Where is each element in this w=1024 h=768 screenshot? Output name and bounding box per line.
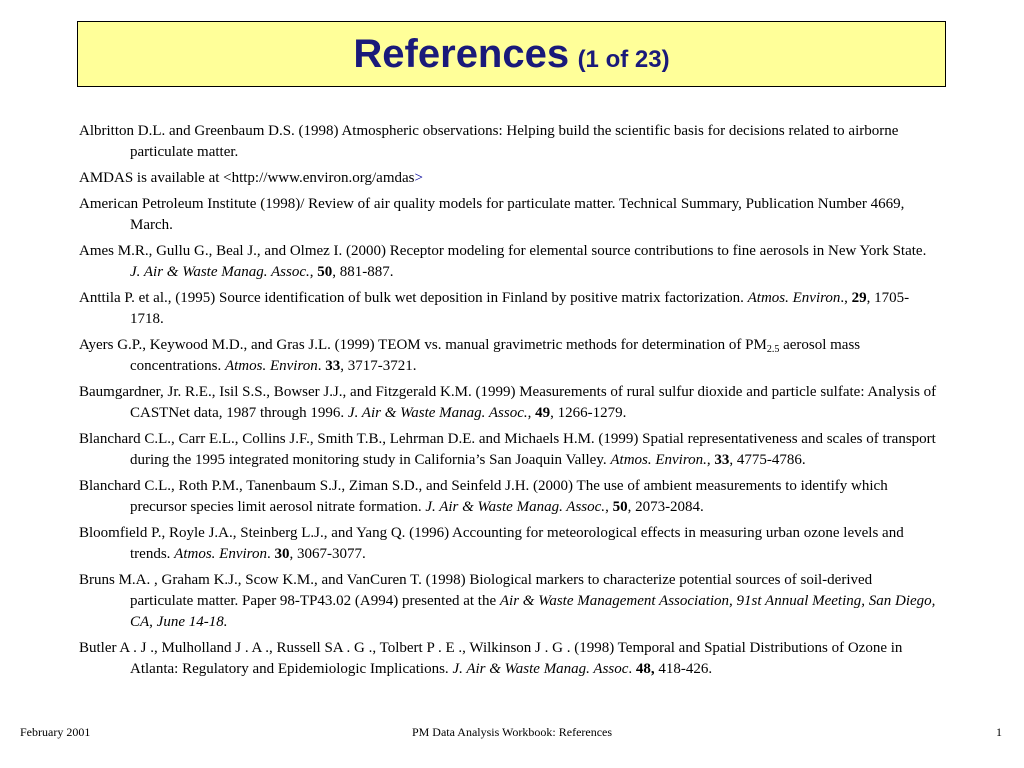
reference-text-segment: Blanchard C.L., Carr E.L., Collins J.F., Smith T.B., Lehrman D.E. and Michaels H.M. (1999) Spatial representativeness and scales of transport during the 1995 integrated monitoring study in California’s San Joaquin Valley. <box>79 431 936 468</box>
reference-text-segment: Albritton D.L. and Greenbaum D.S. (1998) Atmospheric observations: Helping build the scientific basis for decisions related to airborne particulate matter. <box>79 123 899 160</box>
reference-text-segment: , 3067-3077. <box>289 546 366 562</box>
reference-text-segment: Air & Waste Management Association, 91st Annual Meeting, San Diego, CA, June 14-18. <box>130 593 936 630</box>
reference-text-segment: , 1266-1279. <box>550 405 627 421</box>
reference-text-segment: 33 <box>714 452 730 468</box>
reference-text-segment: , 881-887. <box>332 264 394 280</box>
reference-text-segment: 33 <box>325 358 341 374</box>
reference-text-segment: Atmos. Environ. <box>610 452 707 468</box>
reference-text-segment: Bruns M.A. , Graham K.J., Scow K.M., and VanCuren T. (1998) Biological markers to characterize potential sources of soil-derived particulate matter. Paper 98-TP43.02 (A994) presented at the <box>79 572 873 609</box>
reference-text-segment: 2.5 <box>766 344 780 355</box>
reference-item-butler <box>79 638 939 680</box>
reference-text-segment: , <box>605 499 613 515</box>
reference-item-bloomfield <box>79 523 939 565</box>
reference-item-blanchard2000 <box>79 476 939 518</box>
reference-item-api <box>79 194 939 236</box>
footer-page-number: 1 <box>996 725 1002 739</box>
reference-text-segment: Anttila P. et al., (1995) Source identification of bulk wet deposition in Finland by positive matrix factorization. <box>79 290 748 306</box>
reference-item-albritton <box>79 121 939 163</box>
reference-text-segment: J. Air & Waste Manag. Assoc <box>452 661 629 677</box>
reference-item-blanchard1999 <box>79 429 939 471</box>
reference-text-segment: , <box>706 452 715 468</box>
reference-text-segment: 50 <box>612 499 628 515</box>
reference-text-segment: aerosol mass concentrations. <box>130 337 861 374</box>
footer-title: PM Data Analysis Workbook: References <box>411 725 613 739</box>
reference-text-segment: 418-426. <box>654 661 713 677</box>
reference-item-ayers <box>79 335 939 377</box>
reference-text-segment: , 4775-4786. <box>729 452 806 468</box>
reference-text-segment: Atmos. Environ <box>747 290 841 306</box>
reference-text-segment: . <box>266 546 275 562</box>
reference-text-segment: Atmos. Environ <box>224 358 318 374</box>
reference-text-segment: 29 <box>851 290 867 306</box>
reference-list <box>79 121 939 685</box>
reference-text-segment: AMDAS is available at <http://www.environ.org/amdas <box>79 170 415 186</box>
reference-text-segment: J. Air & Waste Manag. Assoc. <box>425 499 606 515</box>
reference-text-segment: , 1705-1718. <box>130 290 910 327</box>
reference-text-segment: 50 <box>317 264 333 280</box>
reference-text-segment: Bloomfield P., Royle J.A., Steinberg L.J., and Yang Q. (1996) Accounting for meteorological effects in measuring urban ozone levels and trends. <box>79 525 904 562</box>
reference-text-segment: Blanchard C.L., Roth P.M., Tanenbaum S.J., Ziman S.D., and Seinfeld J.H. (2000) The use of ambient measurements to identify which precursor species limit aerosol nitrate formation. <box>79 478 888 515</box>
title-main: References <box>353 32 570 76</box>
reference-text-segment: > <box>414 170 423 186</box>
reference-text-segment: J. Air & Waste Manag. Assoc. <box>130 264 310 280</box>
footer-date: February 2001 <box>20 725 91 739</box>
page-title <box>78 34 945 83</box>
reference-text-segment: J. Air & Waste Manag. Assoc. <box>347 405 528 421</box>
reference-text-segment: . <box>317 358 326 374</box>
reference-text-segment: . <box>628 661 636 677</box>
reference-text-segment: Ames M.R., Gullu G., Beal J., and Olmez I. (2000) Receptor modeling for elemental source contributions to fine aerosols in New York State. <box>79 243 927 259</box>
reference-item-ames <box>79 241 939 283</box>
reference-text-segment: 49 <box>535 405 551 421</box>
reference-item-bruns <box>79 570 939 633</box>
reference-text-segment: American Petroleum Institute (1998)/ Review of air quality models for particulate matter. Technical Summary, Publication Number 4669, March. <box>79 196 905 233</box>
reference-text-segment: Baumgardner, Jr. R.E., Isil S.S., Bowser J.J., and Fitzgerald K.M. (1999) Measurements of rural sulfur dioxide and particle sulfate: Analysis of CASTNet data, 1987 through 1996. <box>79 384 937 421</box>
title-banner <box>77 21 946 87</box>
reference-item-anttila <box>79 288 939 330</box>
reference-item-baumgardner <box>79 382 939 424</box>
reference-text-segment: , <box>309 264 318 280</box>
reference-text-segment: 48, <box>635 661 655 677</box>
reference-text-segment: 30 <box>274 546 290 562</box>
reference-text-segment: , 2073-2084. <box>627 499 704 515</box>
reference-text-segment: , 3717-3721. <box>340 358 417 374</box>
reference-text-segment: ., <box>840 290 852 306</box>
reference-item-amdas <box>79 168 939 189</box>
reference-text-segment: Ayers G.P., Keywood M.D., and Gras J.L. (1999) TEOM vs. manual gravimetric methods for determination of PM <box>79 337 767 353</box>
title-page-count: (1 of 23) <box>577 46 670 73</box>
reference-text-segment: , <box>527 405 536 421</box>
reference-text-segment: Butler A . J ., Mulholland J . A ., Russell SA . G ., Tolbert P . E ., Wilkinson J . G . (1998) Temporal and Spatial Distributions of Ozone in Atlanta: Regulatory and Epidemiologic Implications. <box>79 640 903 677</box>
reference-text-segment: Atmos. Environ <box>174 546 267 562</box>
